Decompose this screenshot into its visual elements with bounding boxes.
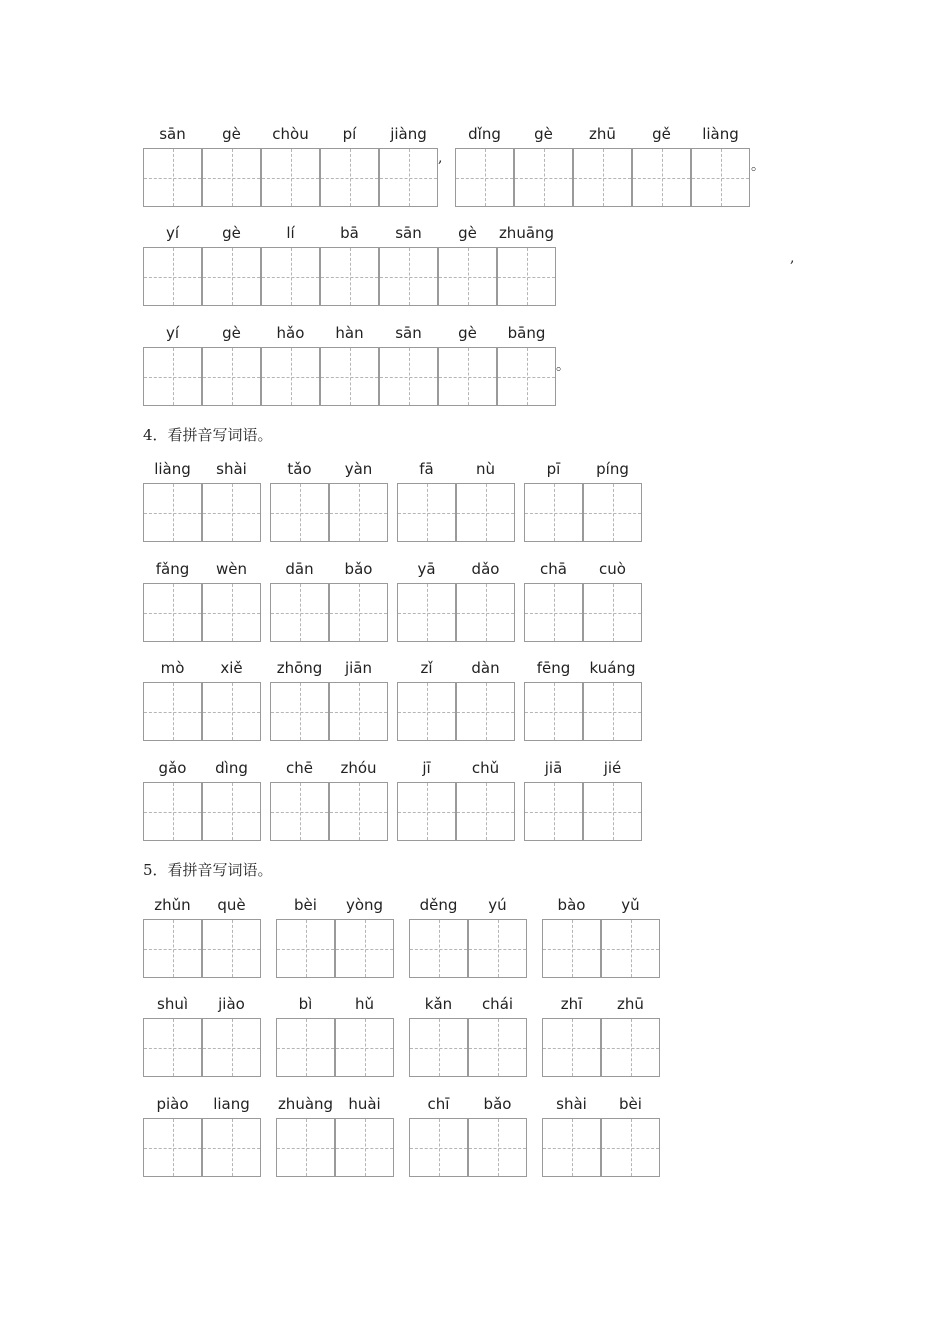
pinyin-label: gǎo bbox=[158, 759, 187, 777]
writing-grid-cell[interactable] bbox=[497, 347, 556, 406]
writing-grid-cell[interactable] bbox=[397, 583, 456, 642]
pinyin-label: chòu bbox=[272, 125, 309, 143]
pinyin-label: jié bbox=[603, 759, 622, 777]
writing-grid-cell[interactable] bbox=[397, 782, 456, 841]
pinyin-label: piào bbox=[156, 1095, 189, 1113]
pinyin-label: yā bbox=[417, 560, 436, 578]
pinyin-label: shài bbox=[556, 1095, 587, 1113]
pinyin-label: bì bbox=[298, 995, 313, 1013]
pinyin-label: dǎo bbox=[471, 560, 500, 578]
writing-grid-cell[interactable] bbox=[583, 583, 642, 642]
pinyin-label: bèi bbox=[294, 896, 317, 914]
writing-grid-cell[interactable] bbox=[583, 483, 642, 542]
pinyin-label: yí bbox=[165, 224, 180, 242]
pinyin-label: jiā bbox=[544, 759, 563, 777]
pinyin-label: liàng bbox=[154, 460, 191, 478]
pinyin-label: liang bbox=[213, 1095, 250, 1113]
writing-grid-cell[interactable] bbox=[397, 682, 456, 741]
pinyin-label: bào bbox=[557, 896, 586, 914]
pinyin-label: zhuāng bbox=[498, 224, 555, 242]
writing-grid-cell[interactable] bbox=[468, 1118, 527, 1177]
writing-grid-cell[interactable] bbox=[270, 782, 329, 841]
pinyin-label: kuáng bbox=[589, 659, 636, 677]
pinyin-label: dǐng bbox=[468, 125, 501, 143]
writing-grid-cell[interactable] bbox=[320, 347, 379, 406]
writing-grid-cell[interactable] bbox=[202, 1018, 261, 1077]
pinyin-label: zhī bbox=[560, 995, 583, 1013]
pinyin-label: hàn bbox=[335, 324, 364, 342]
pinyin-label: gè bbox=[222, 125, 241, 143]
writing-grid-cell[interactable] bbox=[202, 919, 261, 978]
writing-grid-cell[interactable] bbox=[329, 583, 388, 642]
writing-grid-cell[interactable] bbox=[583, 682, 642, 741]
pinyin-label: dàn bbox=[471, 659, 500, 677]
writing-grid-cell[interactable] bbox=[143, 782, 202, 841]
pinyin-label: hǔ bbox=[354, 995, 374, 1013]
pinyin-label: bǎo bbox=[344, 560, 373, 578]
pinyin-label: zhuàng bbox=[277, 1095, 334, 1113]
writing-grid-cell[interactable] bbox=[143, 682, 202, 741]
writing-grid-cell[interactable] bbox=[542, 1018, 601, 1077]
pinyin-label: yí bbox=[165, 324, 180, 342]
writing-grid-cell[interactable] bbox=[202, 483, 261, 542]
pinyin-label: shuì bbox=[157, 995, 188, 1013]
writing-grid-cell[interactable] bbox=[276, 1018, 335, 1077]
writing-grid-cell[interactable] bbox=[143, 247, 202, 306]
punctuation-mark: 。 bbox=[556, 358, 570, 374]
writing-grid-cell[interactable] bbox=[276, 1118, 335, 1177]
writing-grid-cell[interactable] bbox=[524, 583, 583, 642]
pinyin-label: liàng bbox=[702, 125, 739, 143]
writing-grid-cell[interactable] bbox=[335, 1018, 394, 1077]
writing-grid-cell[interactable] bbox=[270, 682, 329, 741]
writing-grid-cell[interactable] bbox=[143, 1118, 202, 1177]
writing-grid-cell[interactable] bbox=[379, 148, 438, 207]
pinyin-label: huài bbox=[348, 1095, 381, 1113]
writing-grid-cell[interactable] bbox=[524, 782, 583, 841]
pinyin-label: zhū bbox=[617, 995, 644, 1013]
pinyin-label: chā bbox=[540, 560, 567, 578]
writing-grid-cell[interactable] bbox=[270, 483, 329, 542]
writing-grid-cell[interactable] bbox=[456, 682, 515, 741]
section-4-heading: 4．看拼音写词语。 bbox=[143, 426, 273, 444]
writing-grid-cell[interactable] bbox=[335, 919, 394, 978]
pinyin-label: zǐ bbox=[420, 659, 433, 677]
pinyin-label: dān bbox=[285, 560, 314, 578]
pinyin-label: gě bbox=[652, 125, 671, 143]
writing-grid-cell[interactable] bbox=[601, 1018, 660, 1077]
writing-grid-cell[interactable] bbox=[202, 347, 261, 406]
pinyin-label: yú bbox=[488, 896, 507, 914]
writing-grid-cell[interactable] bbox=[320, 247, 379, 306]
pinyin-label: bā bbox=[340, 224, 359, 242]
writing-grid-cell[interactable] bbox=[468, 1018, 527, 1077]
writing-grid-cell[interactable] bbox=[202, 247, 261, 306]
pinyin-label: gè bbox=[222, 324, 241, 342]
pinyin-label: kǎn bbox=[424, 995, 453, 1013]
pinyin-label: xiě bbox=[220, 659, 243, 677]
writing-grid-cell[interactable] bbox=[335, 1118, 394, 1177]
writing-grid-cell[interactable] bbox=[691, 148, 750, 207]
writing-grid-cell[interactable] bbox=[276, 919, 335, 978]
pinyin-label: tǎo bbox=[287, 460, 312, 478]
pinyin-label: chē bbox=[286, 759, 313, 777]
writing-grid-cell[interactable] bbox=[329, 782, 388, 841]
pinyin-label: jiào bbox=[218, 995, 245, 1013]
writing-grid-cell[interactable] bbox=[542, 1118, 601, 1177]
pinyin-label: dìng bbox=[215, 759, 248, 777]
writing-grid-cell[interactable] bbox=[632, 148, 691, 207]
writing-grid-cell[interactable] bbox=[202, 583, 261, 642]
writing-grid-cell[interactable] bbox=[438, 247, 497, 306]
writing-grid-cell[interactable] bbox=[329, 682, 388, 741]
writing-grid-cell[interactable] bbox=[202, 148, 261, 207]
pinyin-label: pí bbox=[342, 125, 357, 143]
pinyin-label: fā bbox=[419, 460, 434, 478]
pinyin-label: yòng bbox=[345, 896, 384, 914]
writing-grid-cell[interactable] bbox=[379, 347, 438, 406]
writing-grid-cell[interactable] bbox=[409, 1118, 468, 1177]
writing-grid-cell[interactable] bbox=[601, 919, 660, 978]
pinyin-label: zhōng bbox=[276, 659, 323, 677]
pinyin-label: jī bbox=[422, 759, 431, 777]
punctuation-mark: , bbox=[438, 150, 443, 166]
writing-grid-cell[interactable] bbox=[601, 1118, 660, 1177]
pinyin-label: píng bbox=[596, 460, 629, 478]
writing-grid-cell[interactable] bbox=[455, 148, 514, 207]
writing-grid-cell[interactable] bbox=[456, 583, 515, 642]
pinyin-label: cuò bbox=[599, 560, 626, 578]
pinyin-label: bèi bbox=[619, 1095, 642, 1113]
pinyin-label: fēng bbox=[536, 659, 571, 677]
writing-grid-cell[interactable] bbox=[143, 483, 202, 542]
writing-grid-cell[interactable] bbox=[456, 782, 515, 841]
writing-grid-cell[interactable] bbox=[261, 148, 320, 207]
pinyin-label: mò bbox=[160, 659, 185, 677]
writing-grid-cell[interactable] bbox=[468, 919, 527, 978]
pinyin-label: nù bbox=[475, 460, 495, 478]
section-5-heading: 5．看拼音写词语。 bbox=[143, 861, 273, 879]
writing-grid-cell[interactable] bbox=[143, 583, 202, 642]
writing-grid-cell[interactable] bbox=[409, 1018, 468, 1077]
writing-grid-cell[interactable] bbox=[329, 483, 388, 542]
writing-grid-cell[interactable] bbox=[583, 782, 642, 841]
writing-grid-cell[interactable] bbox=[542, 919, 601, 978]
pinyin-label: fǎng bbox=[155, 560, 190, 578]
pinyin-label: pī bbox=[546, 460, 561, 478]
writing-grid-cell[interactable] bbox=[143, 919, 202, 978]
pinyin-label: bāng bbox=[507, 324, 546, 342]
writing-grid-cell[interactable] bbox=[320, 148, 379, 207]
pinyin-label: gè bbox=[458, 324, 477, 342]
pinyin-label: lí bbox=[286, 224, 295, 242]
pinyin-label: yàn bbox=[344, 460, 373, 478]
punctuation-mark: , bbox=[790, 250, 795, 266]
writing-grid-cell[interactable] bbox=[524, 682, 583, 741]
writing-grid-cell[interactable] bbox=[270, 583, 329, 642]
writing-grid-cell[interactable] bbox=[497, 247, 556, 306]
writing-grid-cell[interactable] bbox=[143, 1018, 202, 1077]
pinyin-label: chǔ bbox=[471, 759, 500, 777]
writing-grid-cell[interactable] bbox=[261, 247, 320, 306]
writing-grid-cell[interactable] bbox=[573, 148, 632, 207]
pinyin-label: sān bbox=[395, 224, 422, 242]
writing-grid-cell[interactable] bbox=[261, 347, 320, 406]
writing-grid-cell[interactable] bbox=[379, 247, 438, 306]
punctuation-mark: 。 bbox=[751, 158, 765, 174]
writing-grid-cell[interactable] bbox=[409, 919, 468, 978]
writing-grid-cell[interactable] bbox=[143, 347, 202, 406]
pinyin-label: wèn bbox=[215, 560, 247, 578]
pinyin-label: yǔ bbox=[621, 896, 640, 914]
pinyin-label: bǎo bbox=[483, 1095, 512, 1113]
pinyin-label: jiàng bbox=[390, 125, 427, 143]
writing-grid-cell[interactable] bbox=[456, 483, 515, 542]
pinyin-label: zhǔn bbox=[154, 896, 191, 914]
writing-grid-cell[interactable] bbox=[397, 483, 456, 542]
writing-grid-cell[interactable] bbox=[202, 782, 261, 841]
pinyin-label: hǎo bbox=[276, 324, 305, 342]
pinyin-label: gè bbox=[222, 224, 241, 242]
pinyin-label: què bbox=[217, 896, 246, 914]
pinyin-label: sān bbox=[159, 125, 186, 143]
writing-grid-cell[interactable] bbox=[202, 1118, 261, 1177]
pinyin-label: shài bbox=[216, 460, 247, 478]
writing-grid-cell[interactable] bbox=[143, 148, 202, 207]
pinyin-label: sān bbox=[395, 324, 422, 342]
pinyin-label: chái bbox=[481, 995, 514, 1013]
pinyin-label: gè bbox=[534, 125, 553, 143]
writing-grid-cell[interactable] bbox=[514, 148, 573, 207]
pinyin-label: zhóu bbox=[340, 759, 377, 777]
writing-grid-cell[interactable] bbox=[202, 682, 261, 741]
writing-grid-cell[interactable] bbox=[438, 347, 497, 406]
pinyin-label: chī bbox=[427, 1095, 450, 1113]
pinyin-label: zhū bbox=[589, 125, 616, 143]
pinyin-label: jiān bbox=[344, 659, 373, 677]
pinyin-label: děng bbox=[419, 896, 458, 914]
pinyin-label: gè bbox=[458, 224, 477, 242]
writing-grid-cell[interactable] bbox=[524, 483, 583, 542]
